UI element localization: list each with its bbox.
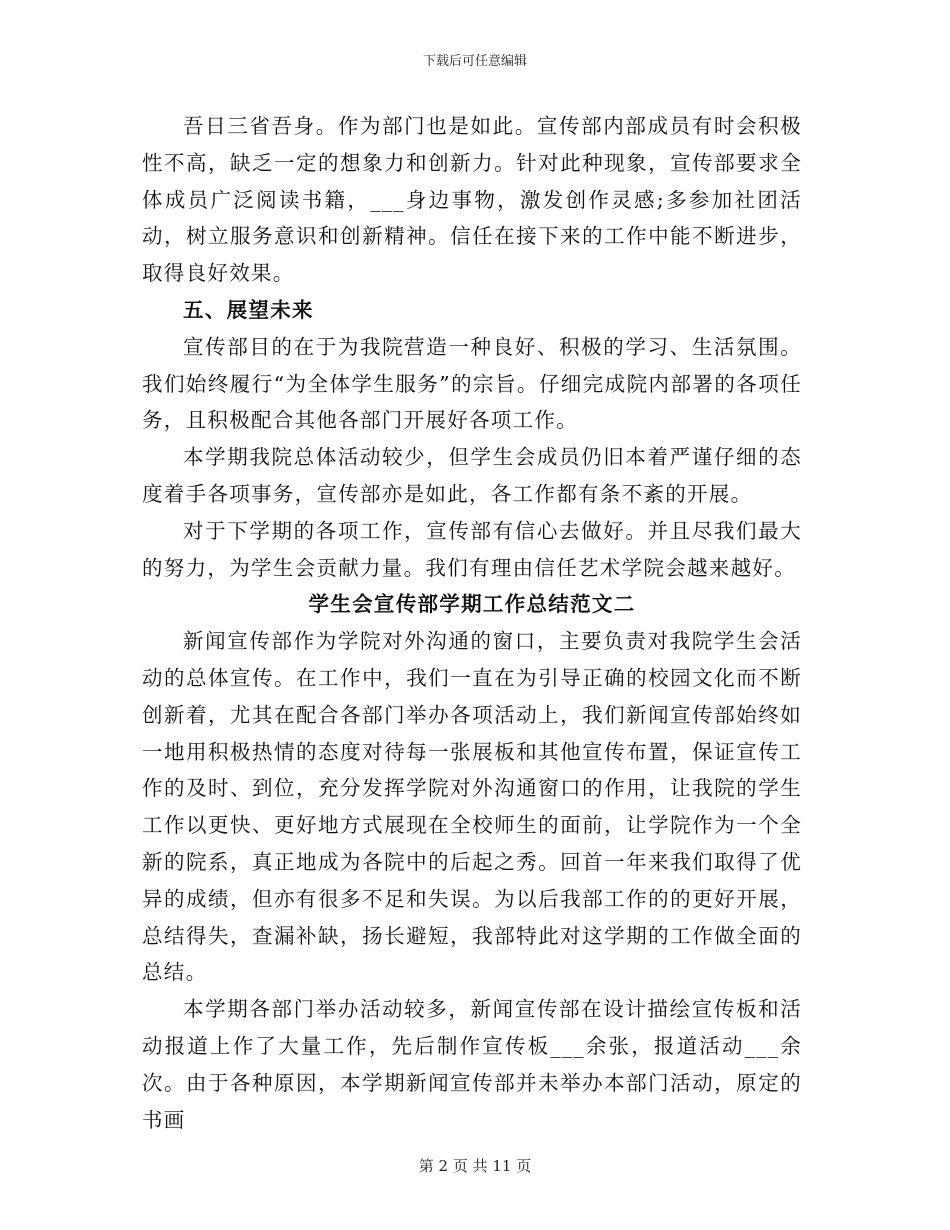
page-footer: 第 2 页 共 11 页 (418, 1157, 532, 1175)
paragraph-purpose: 宣传部目的在于为我院营造一种良好、积极的学习、生活氛围。我们始终履行“为全体学生服务”的宗旨。仔细完成院内部署的各项任务，且积极配合其他各部门开展好各项工作。 (142, 334, 802, 433)
paragraph-news-department: 新闻宣传部作为学院对外沟通的窗口，主要负责对我院学生会活动的总体宣传。在工作中，我们一直在为引导正确的校园文化而不断创新着，尤其在配合各部门举办各项活动上，我们新闻宣传部始终如一地用积极热情的态度对待每一张展板和其他宣传布置，保证宣传工作的及时、到位，充分发挥学院对外沟通窗口的作用，让我院的学生工作以更快、更好地方式展现在全校师生的面前，让学院作为一个全新的院系，真正地成为各院中的后起之秀。回首一年来我们取得了优异的成绩，但亦有很多不足和失误。为以后我部工作的的更好开展，总结得失，查漏补缺，扬长避短，我部特此对这学期的工作做全面的总结。 (142, 629, 802, 985)
paragraph-self-reflection: 吾日三省吾身。作为部门也是如此。宣传部内部成员有时会积极性不高，缺乏一定的想象力和创新力。针对此种现象，宣传部要求全体成员广泛阅读书籍，___身边事物，激发创作灵感;多参加社团活动，树立服务意识和创新精神。信任在接下来的工作中能不断进步，取得良好效果。 (142, 114, 802, 286)
document-body (142, 108, 802, 1138)
document-title-sample-two: 学生会宣传部学期工作总结范文二 (308, 592, 636, 617)
page-header: 下载后可任意编辑 (422, 54, 527, 69)
paragraph-work-summary: 本学期各部门举办活动较多，新闻宣传部在设计描绘宣传板和活动报道上作了大量工作，先后制作宣传板___余张，报道活动___余次。由于各种原因，本学期新闻宣传部并未举办本部门活动，原定的书画 (142, 997, 802, 1132)
paragraph-next-semester: 对于下学期的各项工作，宣传部有信心去做好。并且尽我们最大的努力，为学生会贡献力量。我们有理由信任艺术学院会越来越好。 (142, 518, 802, 580)
section-heading-outlook: 五、展望未来 (183, 297, 314, 322)
paragraph-semester-activities: 本学期我院总体活动较少，但学生会成员仍旧本着严谨仔细的态度着手各项事务，宣传部亦是如此，各工作都有条不紊的开展。 (142, 445, 802, 506)
